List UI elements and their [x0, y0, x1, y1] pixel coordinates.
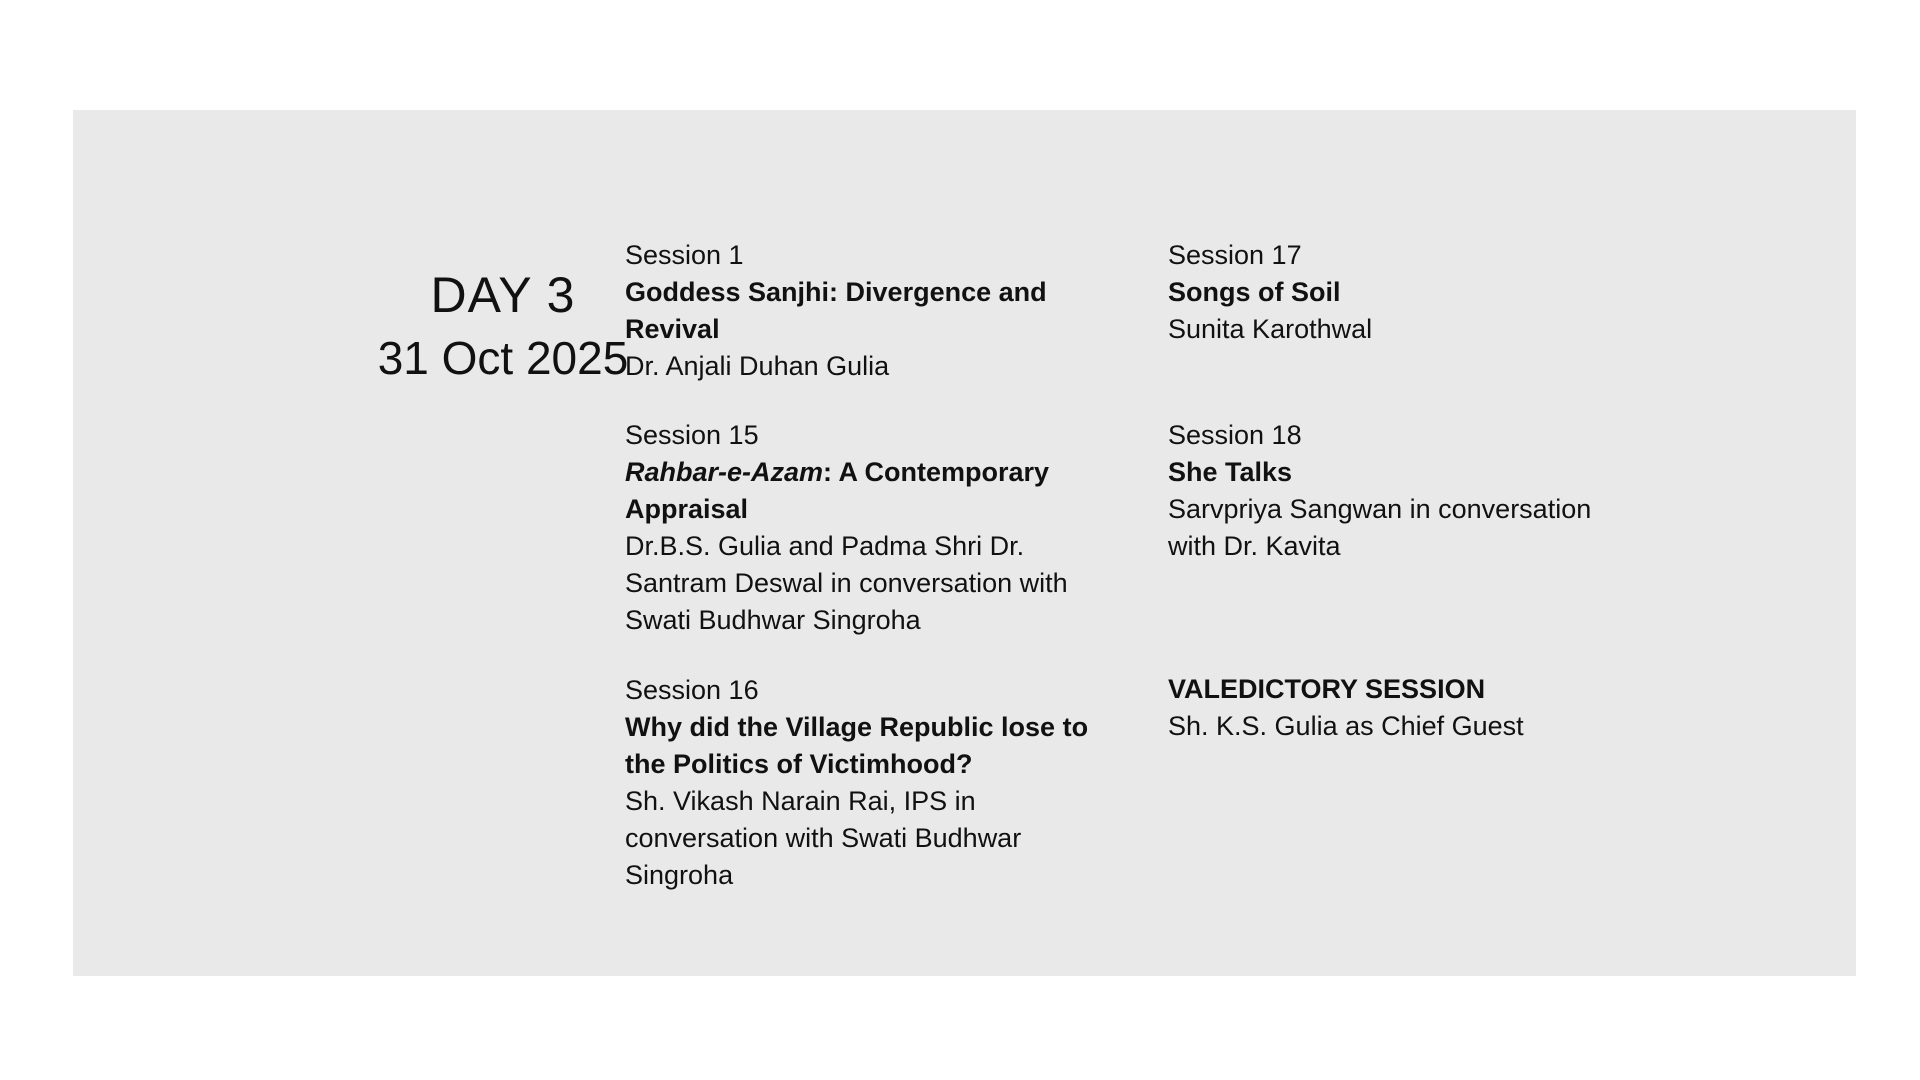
- day-heading: [363, 265, 643, 391]
- session-label: Session 17: [1168, 240, 1302, 270]
- day-date: 31 Oct 2025: [377, 332, 629, 384]
- session-title: [625, 454, 1095, 528]
- session-speaker: Dr. Anjali Duhan Gulia: [625, 351, 890, 381]
- session-speaker: Sunita Karothwal: [1168, 314, 1373, 344]
- session-17: [1168, 237, 1638, 348]
- session-16: [625, 672, 1095, 894]
- session-speaker: Sarvpriya Sangwan in conversation with Dr. Kavita: [1168, 494, 1592, 561]
- session-speaker: Sh. Vikash Narain Rai, IPS in conversation with Swati Budhwar Singroha: [625, 786, 1022, 890]
- day-title: DAY 3: [430, 267, 576, 323]
- session-label: Session 15: [625, 420, 759, 450]
- session-title: VALEDICTORY SESSION: [1168, 674, 1486, 704]
- session-15: [625, 417, 1095, 639]
- sessions-left-column: [625, 237, 1095, 894]
- session-title: Goddess Sanjhi: Divergence and Revival: [625, 277, 1047, 344]
- session-title: Songs of Soil: [1168, 277, 1341, 307]
- session-title: She Talks: [1168, 457, 1293, 487]
- session-title-rest: : A Contemporary Appraisal: [625, 457, 1050, 524]
- session-18: [1168, 417, 1638, 565]
- session-speaker: Sh. K.S. Gulia as Chief Guest: [1168, 711, 1524, 741]
- session-label: Session 1: [625, 240, 744, 270]
- valedictory-session: [1168, 671, 1638, 745]
- sessions-right-column: [1168, 237, 1638, 745]
- session-label: Session 18: [1168, 420, 1302, 450]
- session-speaker: Dr.B.S. Gulia and Padma Shri Dr. Santram Deswal in conversation with Swati Budhwar Singroha: [625, 531, 1068, 635]
- schedule-panel: [73, 110, 1856, 976]
- session-1: [625, 237, 1095, 385]
- session-label: Session 16: [625, 675, 759, 705]
- session-title: Why did the Village Republic lose to the Politics of Victimhood?: [625, 712, 1089, 779]
- session-title-italic: Rahbar-e-Azam: [625, 457, 824, 487]
